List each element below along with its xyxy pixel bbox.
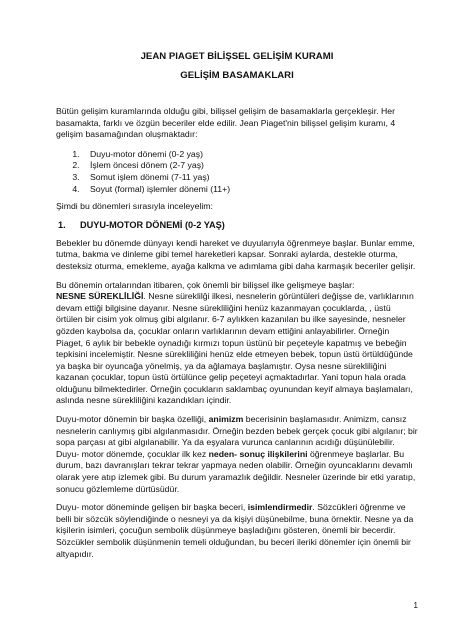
paragraph-text: Duyu- motor döneminde gelişen bir başka beceri, — [56, 502, 248, 513]
paragraph-text: Duyu-motor dönemin bir başka özelliği, — [56, 414, 209, 425]
document-title: JEAN PIAGET BİLİŞSEL GELİŞİM KURAMI — [140, 51, 334, 62]
list-item: 1. Duyu-motor dönemi (0-2 yaş) — [82, 149, 418, 161]
lead-paragraph: Şimdi bu dönemleri sırasıyla inceleyelim: — [56, 201, 213, 212]
paragraph-object-permanence — [56, 280, 418, 408]
stage-list — [56, 149, 418, 195]
keyword-animism: animizm — [208, 414, 244, 425]
list-item: 4. Soyut (formal) işlemler dönemi (11+) — [82, 184, 418, 196]
list-item: 2. İşlem öncesi dönem (2-7 yaş) — [82, 160, 418, 172]
paragraph-text: becerisinin başlamasıdır. Animizm, cansız nesnelerin canlıymış gibi algılanmasıdır. Örneğin bezden bebek gerçek çocuk gibi algılanır; bir sopa parçası at gibi algılanabilir. Ya da eşyalara vurunca canlarının acıdığı düşünülebilir. Duyu- motor dönemde, çocuklar ilk kez — [56, 414, 418, 459]
paragraph-animism — [56, 414, 418, 495]
paragraph-text: öğrenmeye başlarlar. Bu durum, bazı davranışları tekrar tekrar yapmaya neden olabilir. Örneğin oyuncaklarını devamlı olarak yere atıp izlemek gibi. Bu durum yaramazlık değildir. Nesneler üzerinde bir etki yaratıp, sonucu gözlemleme dürtüsüdür. — [56, 448, 416, 494]
list-item: 3. Somut işlem dönemi (7-11 yaş) — [82, 172, 418, 184]
keyword-naming: isimlendirmedir — [247, 502, 313, 513]
document-subtitle: GELİŞİM BASAMAKLARI — [180, 70, 294, 81]
section-title: DUYU-MOTOR DÖNEMİ (0-2 YAŞ) — [80, 219, 225, 230]
paragraph-text: . Sözcükleri öğrenme ve belli bir sözcük söylendiğinde o nesneyi ya da kişiyi düşünebilme, buna örnektir. Nesne ya da kişilerin isimleri, çocuğun sembolik düşünmeye başladığını gösteren, önemli bir becerdir. Sözcükler sembolik düşünmenin temeli olduğundan, bu beceri ileriki dönemler için önemli bir altyapıdır. — [56, 502, 414, 559]
keyword-object-permanence: NESNE SÜREKLİLİĞİ — [56, 291, 144, 302]
paragraph-naming — [56, 502, 418, 560]
paragraph-text: Bu dönemin ortalarından itibaren, çok önemli bir bilişsel ilke gelişmeye başlar: — [56, 279, 355, 290]
keyword-cause-effect: neden- sonuç ilişkilerini — [208, 448, 308, 459]
page-number: 1 — [413, 601, 418, 610]
paragraph-text: . Nesne süreklilği ilkesi, nesnelerin görüntüleri değişse de, varlıklarının devam ettiği bilgisine dayanır. Nesne sürekliliğini henüz kazanmayan çocuklarda, , üstü örtülen bir cisim yok olmuş gibi algılanır. 6-7 aylıkken kazanılan bu ilke sayesinde, nesneler gözden kaybolsa da, çocuklar onların varlıklarının devam ettiğini anlayabilirler. Örneğin Piaget, 6 aylık bir bebekle oynadığı kırmızı topun üstünü bir peçeteyle kapatmış ve bebeğin tepkisini incelemiştir. Nesne sürekliliğini henüz elde etmeyen bebek, topun üstü örtüldüğünde ya başka bir oyuncağa yönelmiş, ya da ağlamaya başlamıştır. Oysa nesne sürekliliğini kazanan çocuklar, topun üstü örtülünce gelip peçeteyi açmaktadırlar. Yani topun hala orada olduğunu bilmektedirler. Örneğin çocukların saklambaç oyunundan keyif almaya başlamaları, aslında nesne sürekliliğini kazandıkları içindir. — [56, 291, 414, 406]
paragraph-movement: Bebekler bu dönemde dünyayı kendi hareket ve duyularıyla öğrenmeye başlar. Bunlar emme, tutma, bakma ve dinleme gibi temel hareketleri kapsar. Sonraki aylarda, destekle oturma, desteksiz oturma, emekleme, ayağa kalkma ve adımlama gibi daha karmaşık beceriler gelişir. — [56, 237, 416, 271]
intro-paragraph: Bütün gelişim kuramlarında olduğu gibi, bilişsel gelişim de basamaklarla gerçekleşir. Her basamakta, farklı ve özgün beceriler elde edilir. Jean Piaget'nin bilişsel gelişim kuramı, 4 gelişim basamağından oluşmaktadır: — [56, 106, 396, 140]
section-number: 1. — [58, 219, 66, 230]
section-heading-sensorimotor — [56, 219, 418, 231]
